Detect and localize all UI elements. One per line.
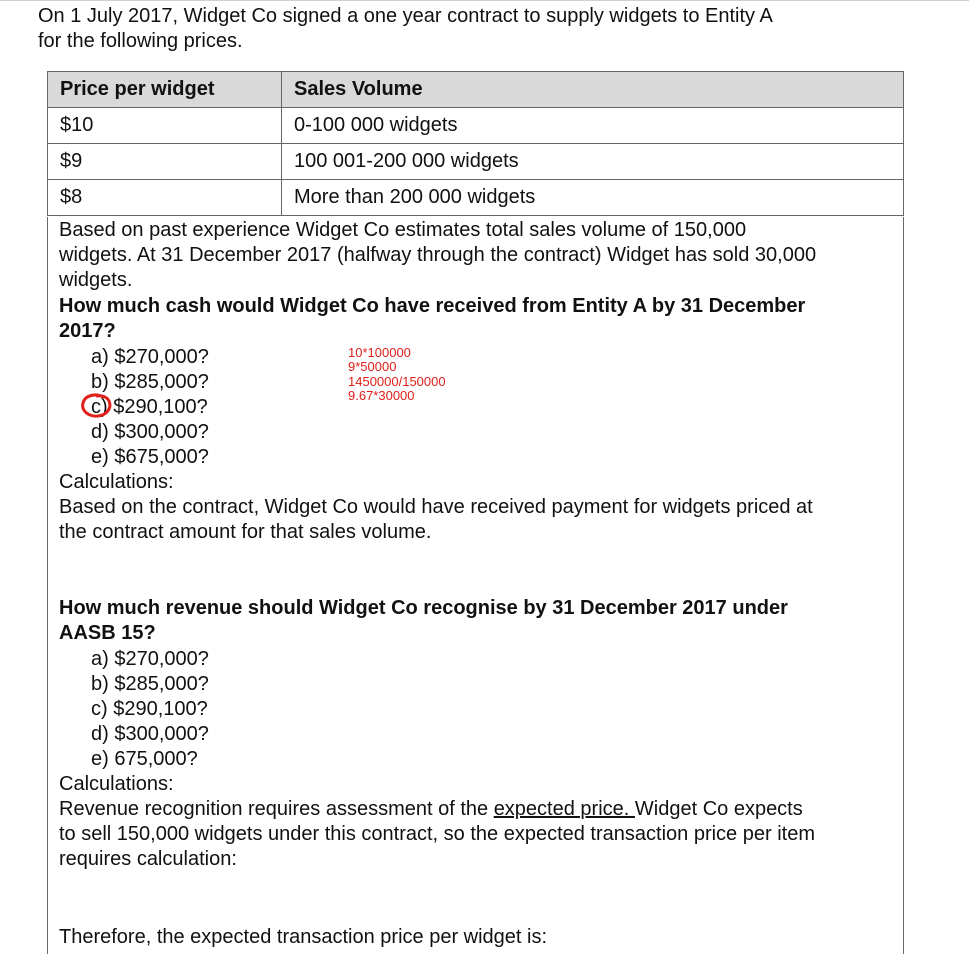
handwritten-note-4: 9.67*30000 [348,388,415,403]
question-1-line-2: 2017? [59,320,116,342]
q2-option-d: d) $300,000? [91,723,209,745]
q2-calc-line-3: requires calculation: [59,848,237,870]
cell-price: $9 [48,144,282,180]
scenario-line-2: widgets. At 31 December 2017 (halfway through the contract) Widget has sold 30,000 [59,244,817,266]
scenario-paragraph [59,218,899,293]
table-row [48,144,904,180]
q1-option-b: b) $285,000? [91,371,209,393]
question-1 [59,294,899,344]
cell-volume: More than 200 000 widgets [282,180,904,216]
handwritten-note-2: 9*50000 [348,359,397,374]
header-volume: Sales Volume [282,72,904,108]
expected-price-link: expected price. [493,798,635,820]
question-1-line-1: How much cash would Widget Co have received from Entity A by 31 December [59,295,806,317]
q1-option-a: a) $270,000? [91,346,209,368]
cell-price: $10 [48,108,282,144]
price-table [47,71,904,216]
q1-calc-line-1: Based on the contract, Widget Co would have received payment for widgets priced at [59,496,813,518]
intro-line-2: for the following prices. [38,30,243,52]
q2-calc-line-1-post: Widget Co expects [634,798,803,820]
q1-option-c: c) $290,100? [91,396,208,418]
q2-calculations-label: Calculations: [59,773,174,795]
q2-calc-line-1-pre: Revenue recognition requires assessment of the [59,798,494,820]
q1-option-e: e) $675,000? [91,446,209,468]
q2-calculations-text [59,797,899,872]
handwritten-note-1: 10*100000 [348,345,411,360]
question-2-line-1: How much revenue should Widget Co recognise by 31 December 2017 under [59,597,788,619]
q2-calc-line-2: to sell 150,000 widgets under this contract, so the expected transaction price per item [59,823,815,845]
cell-volume: 100 001-200 000 widgets [282,144,904,180]
table-row [48,108,904,144]
therefore-line: Therefore, the expected transaction price per widget is: [59,926,548,948]
scenario-line-3: widgets. [59,269,133,291]
question-2-line-2: AASB 15? [59,622,156,644]
q2-option-c: c) $290,100? [91,698,208,720]
q2-option-b: b) $285,000? [91,673,209,695]
q2-option-e: e) 675,000? [91,748,198,770]
table-row [48,180,904,216]
cell-price: $8 [48,180,282,216]
q1-calculations-label: Calculations: [59,471,174,493]
q1-option-d: d) $300,000? [91,421,209,443]
intro-paragraph [38,4,938,54]
top-rule [0,0,969,1]
table-header-row [48,72,904,108]
q1-calculations-text [59,495,899,545]
question-2 [59,596,899,646]
answer-circle-annotation [80,393,114,419]
intro-line-1: On 1 July 2017, Widget Co signed a one year contract to supply widgets to Entity A [38,5,773,27]
scenario-line-1: Based on past experience Widget Co estimates total sales volume of 150,000 [59,219,747,241]
q1-calc-line-2: the contract amount for that sales volume. [59,521,432,543]
cell-volume: 0-100 000 widgets [282,108,904,144]
handwritten-note-3: 1450000/150000 [348,374,446,389]
q2-option-a: a) $270,000? [91,648,209,670]
header-price: Price per widget [48,72,282,108]
q2-calc-line-1 [59,797,899,822]
